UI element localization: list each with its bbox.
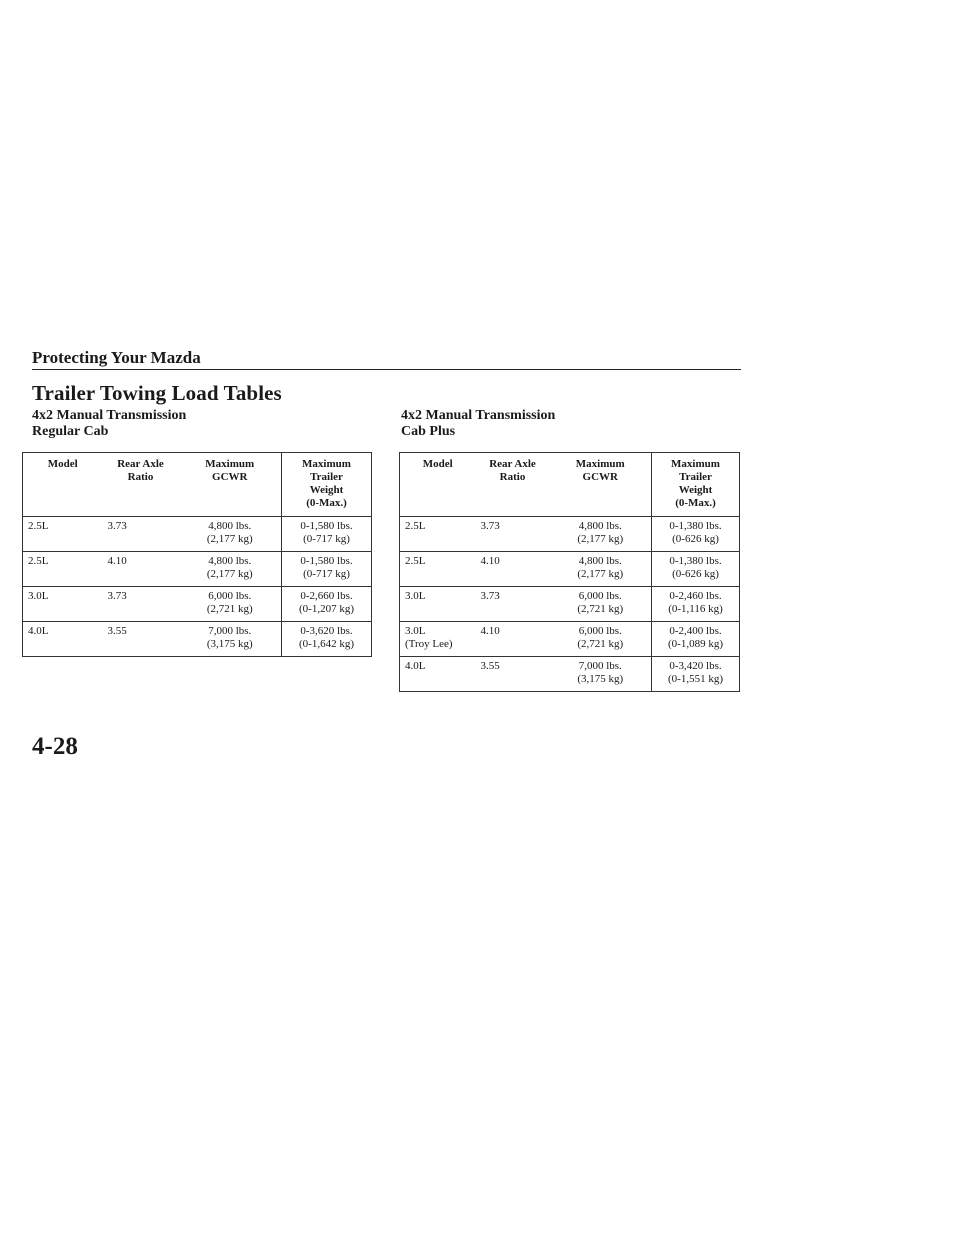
column-header-rear-axle-ratio: Rear Axle Ratio	[103, 453, 179, 517]
cell-trailer-weight: 0-1,380 lbs. (0-626 kg)	[652, 517, 740, 552]
towing-table-regular-cab	[22, 452, 372, 657]
cell-model: 2.5L	[400, 552, 476, 587]
column-header-max-gcwr: Maximum GCWR	[179, 453, 282, 517]
cell-trailer-weight: 0-1,580 lbs. (0-717 kg)	[282, 517, 372, 552]
cell-model: 2.5L	[23, 517, 103, 552]
cell-gcwr: 7,000 lbs. (3,175 kg)	[179, 622, 282, 657]
table-row	[400, 587, 740, 622]
cell-trailer-weight: 0-2,400 lbs. (0-1,089 kg)	[652, 622, 740, 657]
table-row	[400, 552, 740, 587]
cell-ratio: 3.55	[103, 622, 179, 657]
section-header: Protecting Your Mazda	[32, 348, 201, 367]
cell-trailer-weight: 0-1,580 lbs. (0-717 kg)	[282, 552, 372, 587]
table-header-row	[400, 453, 740, 517]
cell-gcwr: 7,000 lbs. (3,175 kg)	[550, 657, 652, 692]
cell-gcwr: 6,000 lbs. (2,721 kg)	[179, 587, 282, 622]
cell-ratio: 3.73	[476, 587, 550, 622]
cell-ratio: 3.55	[476, 657, 550, 692]
cell-trailer-weight: 0-3,420 lbs. (0-1,551 kg)	[652, 657, 740, 692]
subtitle-transmission: 4x2 Manual Transmission	[401, 408, 556, 423]
cell-model: 3.0L (Troy Lee)	[400, 622, 476, 657]
table-row	[400, 657, 740, 692]
cell-ratio: 4.10	[103, 552, 179, 587]
cell-model: 4.0L	[23, 622, 103, 657]
cell-model: 3.0L	[23, 587, 103, 622]
cell-model: 2.5L	[23, 552, 103, 587]
cell-gcwr: 6,000 lbs. (2,721 kg)	[550, 622, 652, 657]
column-header-model: Model	[23, 453, 103, 517]
cell-ratio: 4.10	[476, 552, 550, 587]
table-row	[400, 622, 740, 657]
table-row	[23, 552, 372, 587]
page-title: Trailer Towing Load Tables	[32, 381, 282, 405]
table-row	[23, 587, 372, 622]
cell-trailer-weight: 0-2,660 lbs. (0-1,207 kg)	[282, 587, 372, 622]
cell-ratio: 4.10	[476, 622, 550, 657]
column-header-max-trailer-weight: Maximum Trailer Weight (0-Max.)	[652, 453, 740, 517]
subtitle-cab-type: Regular Cab	[32, 424, 109, 439]
column-header-rear-axle-ratio: Rear Axle Ratio	[476, 453, 550, 517]
subtitle-transmission: 4x2 Manual Transmission	[32, 408, 187, 423]
cell-ratio: 3.73	[103, 587, 179, 622]
cell-gcwr: 6,000 lbs. (2,721 kg)	[550, 587, 652, 622]
table-row	[400, 517, 740, 552]
header-rule	[32, 369, 741, 370]
page-number: 4-28	[32, 733, 78, 760]
table-subtitle-cab-plus	[401, 408, 555, 440]
table-row	[23, 517, 372, 552]
column-header-model: Model	[400, 453, 476, 517]
cell-gcwr: 4,800 lbs. (2,177 kg)	[550, 517, 652, 552]
cell-model: 3.0L	[400, 587, 476, 622]
cell-trailer-weight: 0-1,380 lbs. (0-626 kg)	[652, 552, 740, 587]
cell-model: 4.0L	[400, 657, 476, 692]
cell-gcwr: 4,800 lbs. (2,177 kg)	[550, 552, 652, 587]
column-header-max-trailer-weight: Maximum Trailer Weight (0-Max.)	[282, 453, 372, 517]
towing-table-cab-plus	[399, 452, 740, 692]
cell-ratio: 3.73	[476, 517, 550, 552]
table-subtitle-regular-cab	[32, 408, 186, 440]
cell-model: 2.5L	[400, 517, 476, 552]
column-header-max-gcwr: Maximum GCWR	[550, 453, 652, 517]
cell-gcwr: 4,800 lbs. (2,177 kg)	[179, 517, 282, 552]
cell-gcwr: 4,800 lbs. (2,177 kg)	[179, 552, 282, 587]
cell-trailer-weight: 0-2,460 lbs. (0-1,116 kg)	[652, 587, 740, 622]
table-row	[23, 622, 372, 657]
cell-ratio: 3.73	[103, 517, 179, 552]
table-header-row	[23, 453, 372, 517]
subtitle-cab-type: Cab Plus	[401, 424, 456, 439]
cell-trailer-weight: 0-3,620 lbs. (0-1,642 kg)	[282, 622, 372, 657]
